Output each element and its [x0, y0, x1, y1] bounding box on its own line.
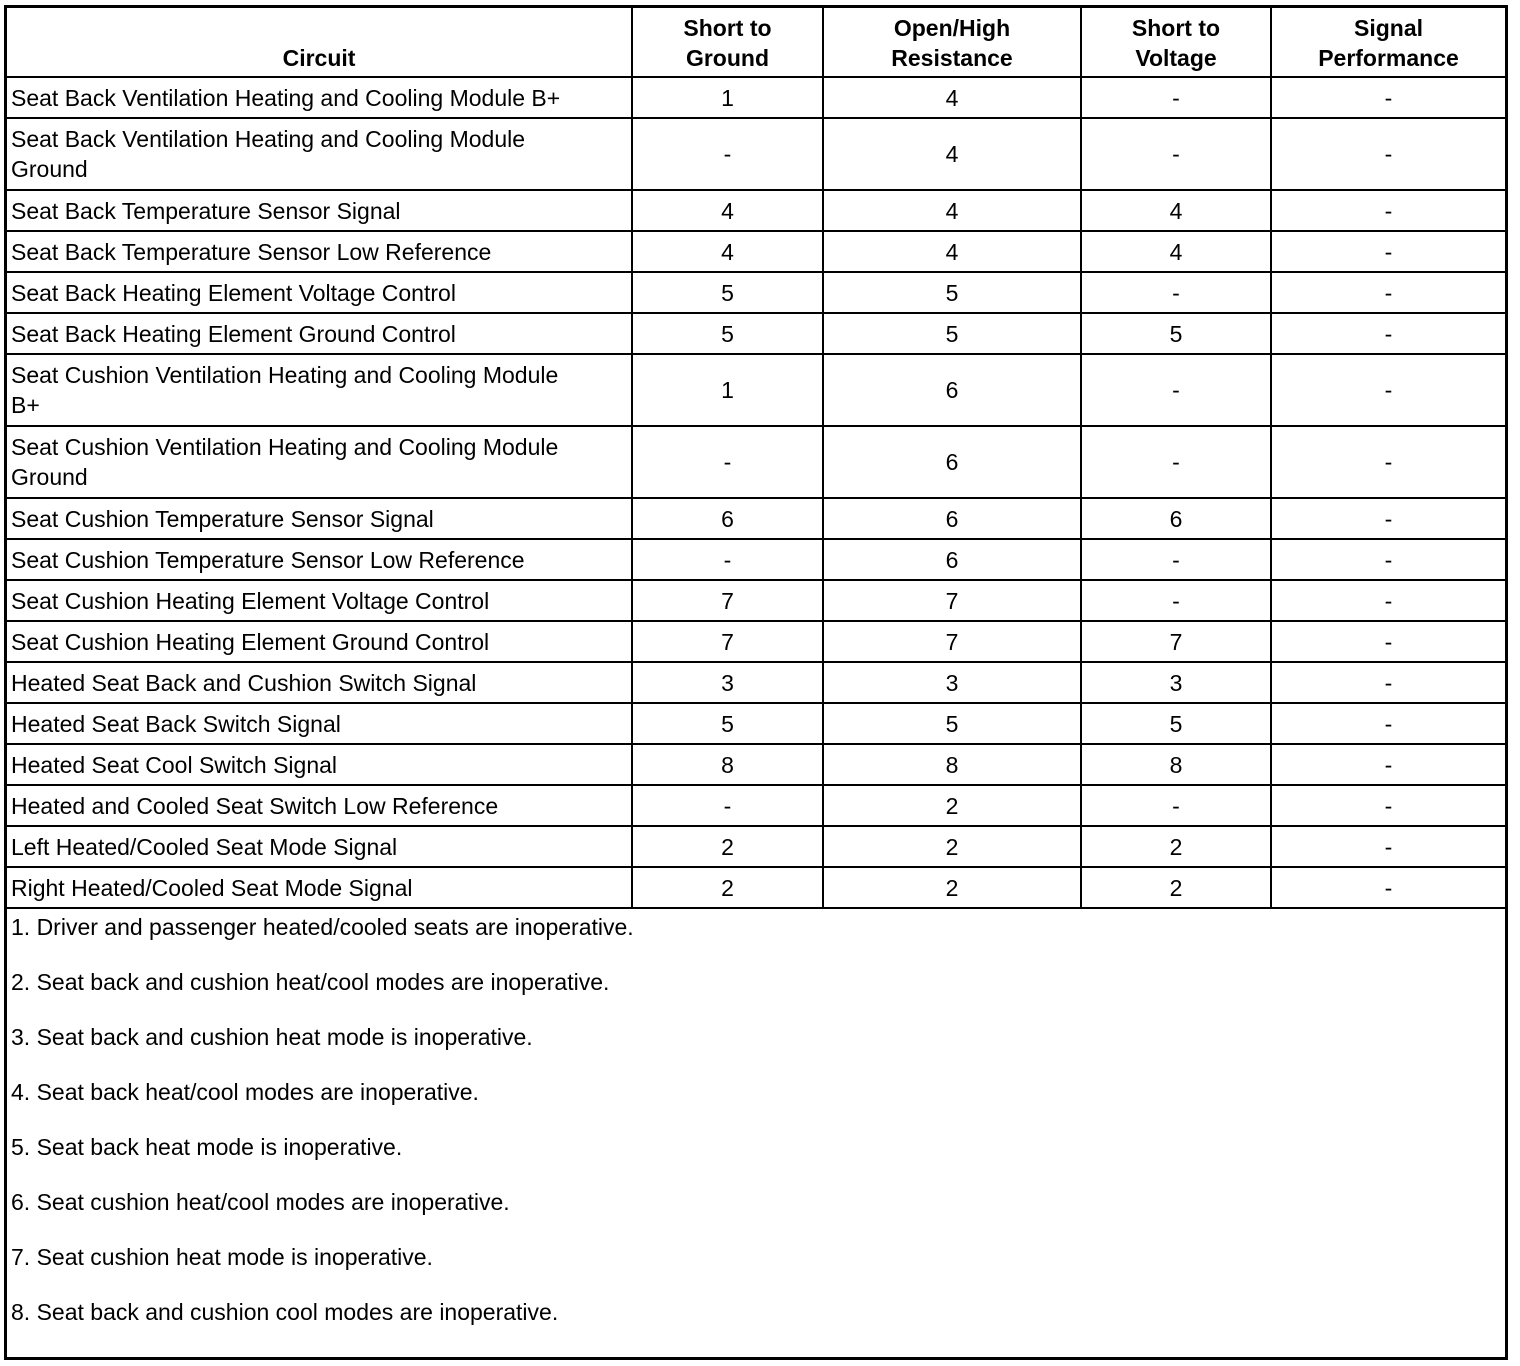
table-row [7, 703, 1505, 744]
short-to-ground-cell: 5 [632, 703, 823, 744]
circuit-cell: Heated Seat Back and Cushion Switch Signal [7, 662, 632, 703]
signal-performance-cell: - [1271, 662, 1505, 703]
short-to-ground-cell: 2 [632, 867, 823, 908]
table-row [7, 118, 1505, 190]
short-to-ground-cell: - [632, 785, 823, 826]
table-row [7, 77, 1505, 118]
footnote: 5. Seat back heat mode is inoperative. [11, 1134, 403, 1160]
signal-performance-cell: - [1271, 498, 1505, 539]
signal-performance-cell: - [1271, 354, 1505, 426]
short-to-ground-cell: 5 [632, 272, 823, 313]
signal-performance-cell: - [1271, 785, 1505, 826]
signal-performance-cell: - [1271, 77, 1505, 118]
header-signal-performance: Signal Performance [1271, 8, 1505, 77]
short-to-voltage-cell: 4 [1081, 190, 1271, 231]
table-row [7, 272, 1505, 313]
open-high-resistance-cell: 7 [823, 580, 1081, 621]
short-to-voltage-cell: 2 [1081, 867, 1271, 908]
circuit-cell: Heated Seat Cool Switch Signal [7, 744, 632, 785]
circuit-cell: Seat Back Heating Element Voltage Control [7, 272, 632, 313]
short-to-voltage-cell: - [1081, 539, 1271, 580]
footnotes [7, 909, 1505, 1352]
short-to-ground-cell: - [632, 539, 823, 580]
circuit-cell: Seat Cushion Temperature Sensor Low Reference [7, 539, 632, 580]
signal-performance-cell: - [1271, 621, 1505, 662]
table-row [7, 662, 1505, 703]
circuit-cell: Seat Cushion Heating Element Ground Control [7, 621, 632, 662]
table-row [7, 354, 1505, 426]
open-high-resistance-cell: 4 [823, 77, 1081, 118]
table-row [7, 190, 1505, 231]
signal-performance-cell: - [1271, 231, 1505, 272]
footnote: 4. Seat back heat/cool modes are inoperative. [11, 1079, 479, 1105]
short-to-voltage-cell: - [1081, 272, 1271, 313]
diagnostic-table [4, 5, 1508, 1360]
circuit-cell: Heated Seat Back Switch Signal [7, 703, 632, 744]
short-to-voltage-cell: - [1081, 426, 1271, 498]
open-high-resistance-cell: 6 [823, 426, 1081, 498]
short-to-voltage-cell: 5 [1081, 313, 1271, 354]
short-to-ground-cell: 8 [632, 744, 823, 785]
open-high-resistance-cell: 6 [823, 498, 1081, 539]
open-high-resistance-cell: 2 [823, 826, 1081, 867]
signal-performance-cell: - [1271, 826, 1505, 867]
open-high-resistance-cell: 5 [823, 313, 1081, 354]
short-to-ground-cell: 1 [632, 77, 823, 118]
open-high-resistance-cell: 4 [823, 190, 1081, 231]
short-to-voltage-cell: 2 [1081, 826, 1271, 867]
circuit-table [7, 8, 1505, 909]
open-high-resistance-cell: 6 [823, 539, 1081, 580]
short-to-ground-cell: 1 [632, 354, 823, 426]
circuit-cell: Seat Back Temperature Sensor Low Reference [7, 231, 632, 272]
open-high-resistance-cell: 5 [823, 703, 1081, 744]
table-row [7, 426, 1505, 498]
circuit-cell: Seat Cushion Ventilation Heating and Cooling Module B+ [7, 354, 632, 426]
short-to-voltage-cell: 7 [1081, 621, 1271, 662]
short-to-ground-cell: 7 [632, 621, 823, 662]
signal-performance-cell: - [1271, 703, 1505, 744]
short-to-ground-cell: 6 [632, 498, 823, 539]
signal-performance-cell: - [1271, 118, 1505, 190]
header-open-high-resistance: Open/High Resistance [823, 8, 1081, 77]
circuit-cell: Seat Back Ventilation Heating and Cooling Module B+ [7, 77, 632, 118]
table-row [7, 621, 1505, 662]
table-row [7, 826, 1505, 867]
short-to-ground-cell: 2 [632, 826, 823, 867]
open-high-resistance-cell: 6 [823, 354, 1081, 426]
short-to-voltage-cell: 5 [1081, 703, 1271, 744]
signal-performance-cell: - [1271, 190, 1505, 231]
short-to-voltage-cell: 3 [1081, 662, 1271, 703]
short-to-voltage-cell: - [1081, 118, 1271, 190]
open-high-resistance-cell: 2 [823, 785, 1081, 826]
footnote: 2. Seat back and cushion heat/cool modes are inoperative. [11, 969, 610, 995]
open-high-resistance-cell: 7 [823, 621, 1081, 662]
circuit-cell: Seat Cushion Ventilation Heating and Cooling Module Ground [7, 426, 632, 498]
header-row [7, 8, 1505, 77]
header-circuit: Circuit [7, 8, 632, 77]
short-to-voltage-cell: - [1081, 354, 1271, 426]
footnote: 3. Seat back and cushion heat mode is inoperative. [11, 1024, 533, 1050]
short-to-ground-cell: 7 [632, 580, 823, 621]
circuit-cell: Right Heated/Cooled Seat Mode Signal [7, 867, 632, 908]
short-to-voltage-cell: 6 [1081, 498, 1271, 539]
circuit-cell: Seat Back Ventilation Heating and Cooling Module Ground [7, 118, 632, 190]
circuit-cell: Heated and Cooled Seat Switch Low Reference [7, 785, 632, 826]
circuit-cell: Seat Cushion Heating Element Voltage Control [7, 580, 632, 621]
signal-performance-cell: - [1271, 867, 1505, 908]
open-high-resistance-cell: 4 [823, 118, 1081, 190]
signal-performance-cell: - [1271, 744, 1505, 785]
circuit-cell: Seat Back Temperature Sensor Signal [7, 190, 632, 231]
table-row [7, 498, 1505, 539]
table-row [7, 539, 1505, 580]
table-row [7, 580, 1505, 621]
footnote: 6. Seat cushion heat/cool modes are inoperative. [11, 1189, 510, 1215]
circuit-cell: Seat Cushion Temperature Sensor Signal [7, 498, 632, 539]
short-to-ground-cell: 4 [632, 231, 823, 272]
table-row [7, 785, 1505, 826]
header-short-to-voltage: Short to Voltage [1081, 8, 1271, 77]
open-high-resistance-cell: 4 [823, 231, 1081, 272]
signal-performance-cell: - [1271, 272, 1505, 313]
short-to-ground-cell: 3 [632, 662, 823, 703]
signal-performance-cell: - [1271, 313, 1505, 354]
short-to-voltage-cell: - [1081, 785, 1271, 826]
short-to-voltage-cell: - [1081, 580, 1271, 621]
circuit-cell: Left Heated/Cooled Seat Mode Signal [7, 826, 632, 867]
header-short-to-ground: Short to Ground [632, 8, 823, 77]
open-high-resistance-cell: 5 [823, 272, 1081, 313]
signal-performance-cell: - [1271, 580, 1505, 621]
short-to-voltage-cell: - [1081, 77, 1271, 118]
table-row [7, 867, 1505, 908]
short-to-ground-cell: 4 [632, 190, 823, 231]
signal-performance-cell: - [1271, 539, 1505, 580]
footnote: 1. Driver and passenger heated/cooled seats are inoperative. [11, 914, 634, 940]
short-to-voltage-cell: 8 [1081, 744, 1271, 785]
open-high-resistance-cell: 8 [823, 744, 1081, 785]
short-to-ground-cell: - [632, 426, 823, 498]
footnote: 7. Seat cushion heat mode is inoperative. [11, 1244, 433, 1270]
table-row [7, 313, 1505, 354]
table-row [7, 231, 1505, 272]
footnote: 8. Seat back and cushion cool modes are inoperative. [11, 1299, 559, 1325]
table-row [7, 744, 1505, 785]
open-high-resistance-cell: 3 [823, 662, 1081, 703]
signal-performance-cell: - [1271, 426, 1505, 498]
short-to-ground-cell: 5 [632, 313, 823, 354]
circuit-cell: Seat Back Heating Element Ground Control [7, 313, 632, 354]
short-to-voltage-cell: 4 [1081, 231, 1271, 272]
open-high-resistance-cell: 2 [823, 867, 1081, 908]
short-to-ground-cell: - [632, 118, 823, 190]
